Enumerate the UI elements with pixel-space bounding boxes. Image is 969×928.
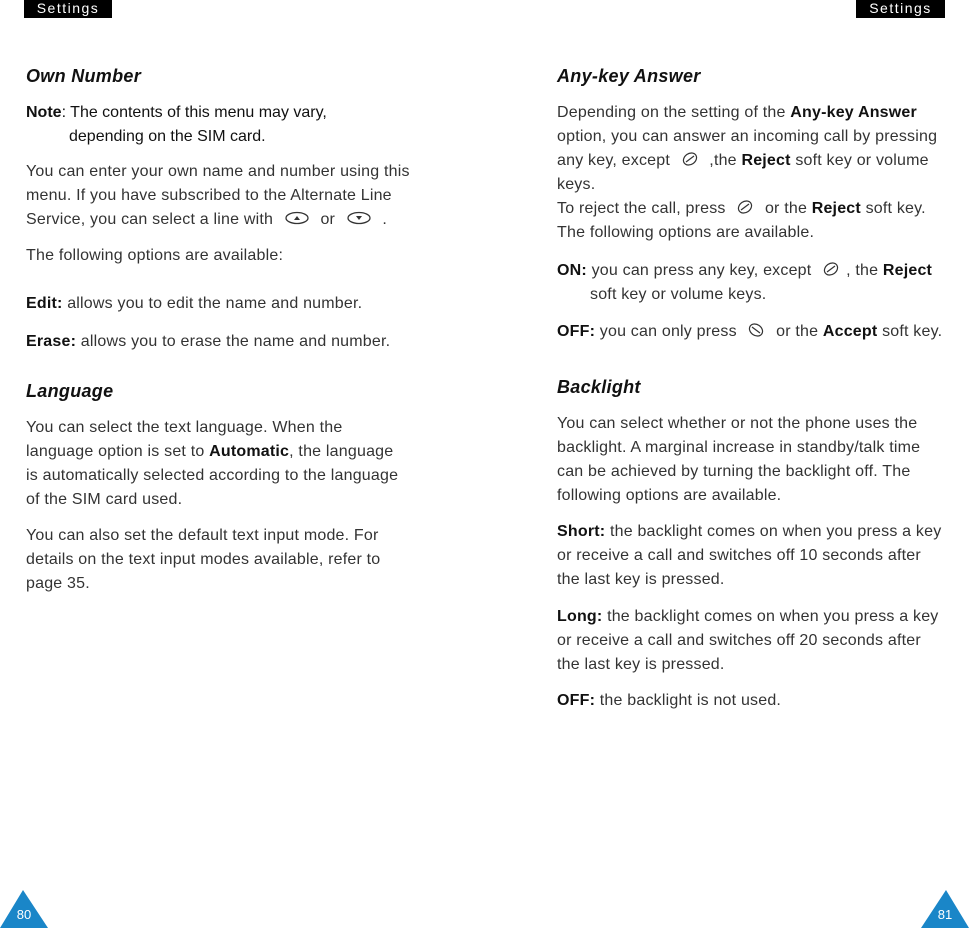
page-number-left-text: 80 <box>16 907 32 922</box>
anykey-line-3a: any key, except <box>557 152 670 169</box>
backlight-line-1: You can select whether or not the phone uses the <box>557 415 918 432</box>
anykey-bold: Any-key Answer <box>790 104 917 121</box>
edit-option <box>26 292 362 316</box>
off-option <box>557 320 942 344</box>
accept-label: Accept <box>822 323 878 340</box>
short-label: Short: <box>557 523 606 540</box>
anykey-line-4: keys. <box>557 176 596 193</box>
anykey-line-5d: soft key. <box>860 200 926 217</box>
note-line-1: : The contents of this menu may vary, <box>61 104 327 121</box>
long-line-2: or receive a call and switches off 20 seconds after <box>557 632 921 649</box>
automatic-label: Automatic <box>209 443 290 460</box>
language-paragraph-2 <box>26 524 380 596</box>
p1-line-2: menu. If you have subscribed to the Alternate Line <box>26 187 392 204</box>
on-text-b: , the <box>846 262 883 279</box>
p1-line-3c: . <box>382 211 388 228</box>
anykey-title: Any-key Answer <box>557 66 701 86</box>
end-key-icon <box>822 262 840 276</box>
language-line-1: You can select the text language. When the <box>26 419 343 436</box>
own-number-note <box>26 101 327 149</box>
anykey-line-5a: To reject the call, press <box>557 200 726 217</box>
language-line-7: page 35. <box>26 575 90 592</box>
up-key-icon <box>284 211 310 225</box>
erase-option <box>26 330 390 354</box>
language-paragraph-1 <box>26 416 398 512</box>
language-line-3: is automatically selected according to the language <box>26 467 399 484</box>
long-line-1: the backlight comes on when you press a key <box>602 608 939 625</box>
note-label: Note <box>26 104 62 121</box>
send-key-icon <box>747 323 765 337</box>
down-key-icon <box>346 211 372 225</box>
language-line-6: details on the text input modes available, refer to <box>26 551 381 568</box>
backlight-line-2: backlight. A marginal increase in standby/talk time <box>557 439 921 456</box>
short-line-3: the last key is pressed. <box>557 571 725 588</box>
anykey-line-3d: soft key or volume <box>790 152 929 169</box>
anykey-line-6: The following options are available. <box>557 224 815 241</box>
backlight-off-option <box>557 689 781 713</box>
language-line-2a: language option is set to <box>26 443 210 460</box>
language-title: Language <box>26 381 114 401</box>
backlight-off-text: the backlight is not used. <box>595 692 782 709</box>
anykey-line-2: option, you can answer an incoming call by pressing <box>557 128 938 145</box>
on-text-a: you can press any key, except <box>586 262 812 279</box>
off-text-a: you can only press <box>595 323 737 340</box>
erase-label: Erase: <box>26 333 77 350</box>
anykey-paragraph <box>557 101 937 245</box>
anykey-line-5b: or the <box>764 200 812 217</box>
anykey-line-3b: ,the <box>709 152 742 169</box>
long-label: Long: <box>557 608 603 625</box>
p1-line-1: You can enter your own name and number using this <box>26 163 410 180</box>
p1-line-3a: Service, you can select a line with <box>26 211 274 228</box>
language-line-4: of the SIM card used. <box>26 491 183 508</box>
off-text-b: or the <box>776 323 823 340</box>
language-line-2c: , the language <box>289 443 394 460</box>
reject-label-2: Reject <box>811 200 861 217</box>
short-option <box>557 520 941 592</box>
end-key-icon <box>681 152 699 166</box>
own-number-title: Own Number <box>26 66 142 86</box>
on-text-d: soft key or volume keys. <box>590 286 767 303</box>
on-label: ON: <box>557 262 587 279</box>
page-number-left <box>0 890 50 928</box>
backlight-line-4: following options are available. <box>557 487 782 504</box>
off-label: OFF: <box>557 323 596 340</box>
short-line-1: the backlight comes on when you press a key <box>605 523 942 540</box>
edit-label: Edit: <box>26 295 63 312</box>
left-header-tab: Settings <box>24 0 112 18</box>
off-text-d: soft key. <box>877 323 943 340</box>
short-line-2: or receive a call and switches off 10 seconds after <box>557 547 921 564</box>
backlight-title: Backlight <box>557 377 641 397</box>
backlight-paragraph <box>557 412 920 508</box>
options-intro: The following options are available: <box>26 247 284 264</box>
own-number-paragraph <box>26 160 410 232</box>
backlight-off-label: OFF: <box>557 692 596 709</box>
long-line-3: the last key is pressed. <box>557 656 725 673</box>
long-option <box>557 605 939 677</box>
edit-text: allows you to edit the name and number. <box>62 295 363 312</box>
p1-line-3b: or <box>320 211 336 228</box>
on-option <box>557 259 932 307</box>
page-number-right-text: 81 <box>937 907 953 922</box>
anykey-line-1a: Depending on the setting of the <box>557 104 791 121</box>
erase-text: allows you to erase the name and number. <box>76 333 391 350</box>
end-key-icon <box>736 200 754 214</box>
reject-label-3: Reject <box>882 262 933 279</box>
note-line-2: depending on the SIM card. <box>69 128 266 145</box>
backlight-line-3: can be achieved by turning the backlight off. The <box>557 463 911 480</box>
language-line-5: You can also set the default text input mode. For <box>26 527 379 544</box>
right-header-tab: Settings <box>856 0 945 18</box>
reject-label-1: Reject <box>741 152 791 169</box>
page-number-right <box>919 890 969 928</box>
